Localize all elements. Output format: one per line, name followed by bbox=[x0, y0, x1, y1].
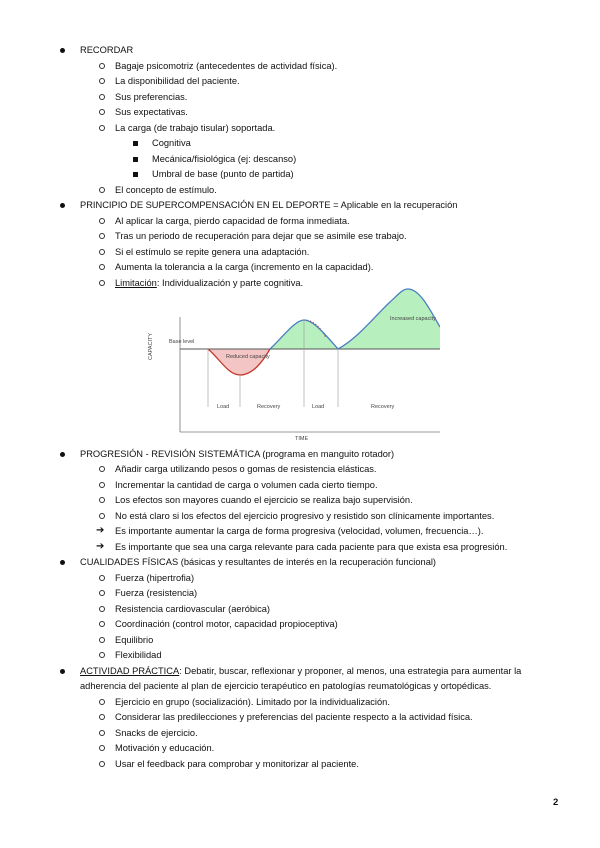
list-item: Los efectos son mayores cuando el ejercicio se realiza bajo supervisión. bbox=[115, 494, 413, 506]
list-item: Usar el feedback para comprobar y monitorizar al paciente. bbox=[115, 758, 359, 770]
bullet-circle-icon bbox=[99, 249, 105, 255]
bullet-circle-icon bbox=[99, 699, 105, 705]
list-item: Sus expectativas. bbox=[115, 106, 188, 118]
phase-label: Load bbox=[217, 404, 230, 410]
bullet-circle-icon bbox=[99, 621, 105, 627]
bullet-circle-icon bbox=[99, 590, 105, 596]
progresion-heading: PROGRESIÓN - REVISIÓN SISTEMÁTICA (programa en manguito rotador) bbox=[80, 448, 394, 460]
bullet-square-icon bbox=[133, 141, 138, 146]
list-item: Resistencia cardiovascular (aeróbica) bbox=[115, 603, 270, 615]
bullet-circle-icon bbox=[99, 233, 105, 239]
list-item: Flexibilidad bbox=[115, 649, 162, 661]
bullet-circle-icon bbox=[99, 714, 105, 720]
supercompensacion-heading: PRINCIPIO DE SUPERCOMPENSACIÓN EN EL DEPORTE = Aplicable en la recuperación bbox=[80, 199, 457, 211]
bullet-circle-icon bbox=[99, 280, 105, 286]
supercompensation-chart bbox=[140, 282, 440, 444]
list-item: Considerar las predilecciones y preferencias del paciente respecto a la actividad física. bbox=[115, 711, 473, 723]
bullet-dot-icon bbox=[60, 48, 65, 53]
list-item: Motivación y educación. bbox=[115, 742, 214, 754]
limitacion-label: Limitación bbox=[115, 278, 157, 288]
phase-label: Recovery bbox=[257, 404, 281, 410]
bullet-circle-icon bbox=[99, 63, 105, 69]
bullet-circle-icon bbox=[99, 745, 105, 751]
list-item: Fuerza (resistencia) bbox=[115, 587, 197, 599]
list-item: Si el estímulo se repite genera una adaptación. bbox=[115, 246, 309, 258]
y-axis-label: CAPACITY bbox=[148, 332, 154, 360]
bullet-square-icon bbox=[133, 157, 138, 162]
bullet-dot-icon bbox=[60, 203, 65, 208]
chart-svg bbox=[140, 282, 440, 442]
list-item: Snacks de ejercicio. bbox=[115, 727, 198, 739]
increased-capacity-label: Increased capacity bbox=[390, 316, 436, 322]
sub-list-item: Cognitiva bbox=[152, 137, 191, 149]
bullet-circle-icon bbox=[99, 637, 105, 643]
bullet-circle-icon bbox=[99, 78, 105, 84]
actividad-practica-continuation: adherencia del paciente al plan de ejercicio terapéutico en patologías reumatológicas y ortopédicas. bbox=[80, 681, 492, 691]
bullet-circle-icon bbox=[99, 94, 105, 100]
bullet-circle-icon bbox=[99, 466, 105, 472]
arrow-right-icon: ➔ bbox=[96, 541, 105, 552]
arrow-right-icon: ➔ bbox=[96, 525, 105, 536]
recordar-heading: RECORDAR bbox=[80, 44, 133, 56]
list-item: Equilibrio bbox=[115, 634, 153, 646]
list-item: El concepto de estímulo. bbox=[115, 184, 217, 196]
bullet-circle-icon bbox=[99, 264, 105, 270]
bullet-circle-icon bbox=[99, 761, 105, 767]
list-item: Tras un periodo de recuperación para dejar que se asimile ese trabajo. bbox=[115, 230, 407, 242]
bullet-square-icon bbox=[133, 172, 138, 177]
bullet-circle-icon bbox=[99, 497, 105, 503]
bullet-circle-icon bbox=[99, 482, 105, 488]
arrow-item: ➔ Es importante aumentar la carga de forma progresiva (velocidad, volumen, frecuencia…). bbox=[96, 525, 484, 536]
list-item: Fuerza (hipertrofia) bbox=[115, 572, 194, 584]
list-item: Bagaje psicomotriz (antecedentes de actividad física). bbox=[115, 60, 337, 72]
bullet-circle-icon bbox=[99, 730, 105, 736]
bullet-circle-icon bbox=[99, 109, 105, 115]
actividad-practica-heading: ACTIVIDAD PRÁCTICA: Debatir, buscar, reflexionar y proponer, al menos, una estrategia para aumentar la bbox=[80, 665, 521, 677]
page-number: 2 bbox=[553, 797, 559, 808]
arrow-item: ➔ Es importante que sea una carga relevante para cada paciente para que exista esa progresión. bbox=[96, 541, 508, 552]
bullet-circle-icon bbox=[99, 513, 105, 519]
sub-list-item: Mecánica/fisiológica (ej: descanso) bbox=[152, 153, 296, 165]
list-item: Coordinación (control motor, capacidad propioceptiva) bbox=[115, 618, 338, 630]
cualidades-heading: CUALIDADES FÍSICAS (básicas y resultantes de interés en la recuperación funcional) bbox=[80, 556, 436, 568]
bullet-dot-icon bbox=[60, 560, 65, 565]
bullet-circle-icon bbox=[99, 125, 105, 131]
list-item: Limitación: Individualización y parte cognitiva. bbox=[115, 277, 303, 289]
phase-label: Load bbox=[312, 404, 325, 410]
list-item: La carga (de trabajo tisular) soportada. bbox=[115, 122, 275, 134]
sub-list-item: Umbral de base (punto de partida) bbox=[152, 168, 294, 180]
bullet-circle-icon bbox=[99, 218, 105, 224]
bullet-circle-icon bbox=[99, 187, 105, 193]
bullet-circle-icon bbox=[99, 652, 105, 658]
bullet-circle-icon bbox=[99, 606, 105, 612]
list-item: La disponibilidad del paciente. bbox=[115, 75, 240, 87]
phase-label: Recovery bbox=[371, 404, 395, 410]
bullet-dot-icon bbox=[60, 452, 65, 457]
list-item: No está claro si los efectos del ejercicio progresivo y resistido son clínicamente importantes. bbox=[115, 510, 494, 522]
list-item: Aumenta la tolerancia a la carga (incremento en la capacidad). bbox=[115, 261, 373, 273]
bullet-dot-icon bbox=[60, 669, 65, 674]
list-item: Al aplicar la carga, pierdo capacidad de forma inmediata. bbox=[115, 215, 350, 227]
x-axis-label: TIME bbox=[295, 436, 309, 442]
list-item: Añadir carga utilizando pesos o gomas de resistencia elásticas. bbox=[115, 463, 377, 475]
list-item: Ejercicio en grupo (socialización). Limitado por la individualización. bbox=[115, 696, 390, 708]
bullet-circle-icon bbox=[99, 575, 105, 581]
base-level-label: Base level bbox=[169, 339, 195, 345]
list-item: Incrementar la cantidad de carga o volumen cada cierto tiempo. bbox=[115, 479, 378, 491]
reduced-capacity-label: Reduced capacity bbox=[226, 354, 270, 360]
list-item: Sus preferencias. bbox=[115, 91, 187, 103]
